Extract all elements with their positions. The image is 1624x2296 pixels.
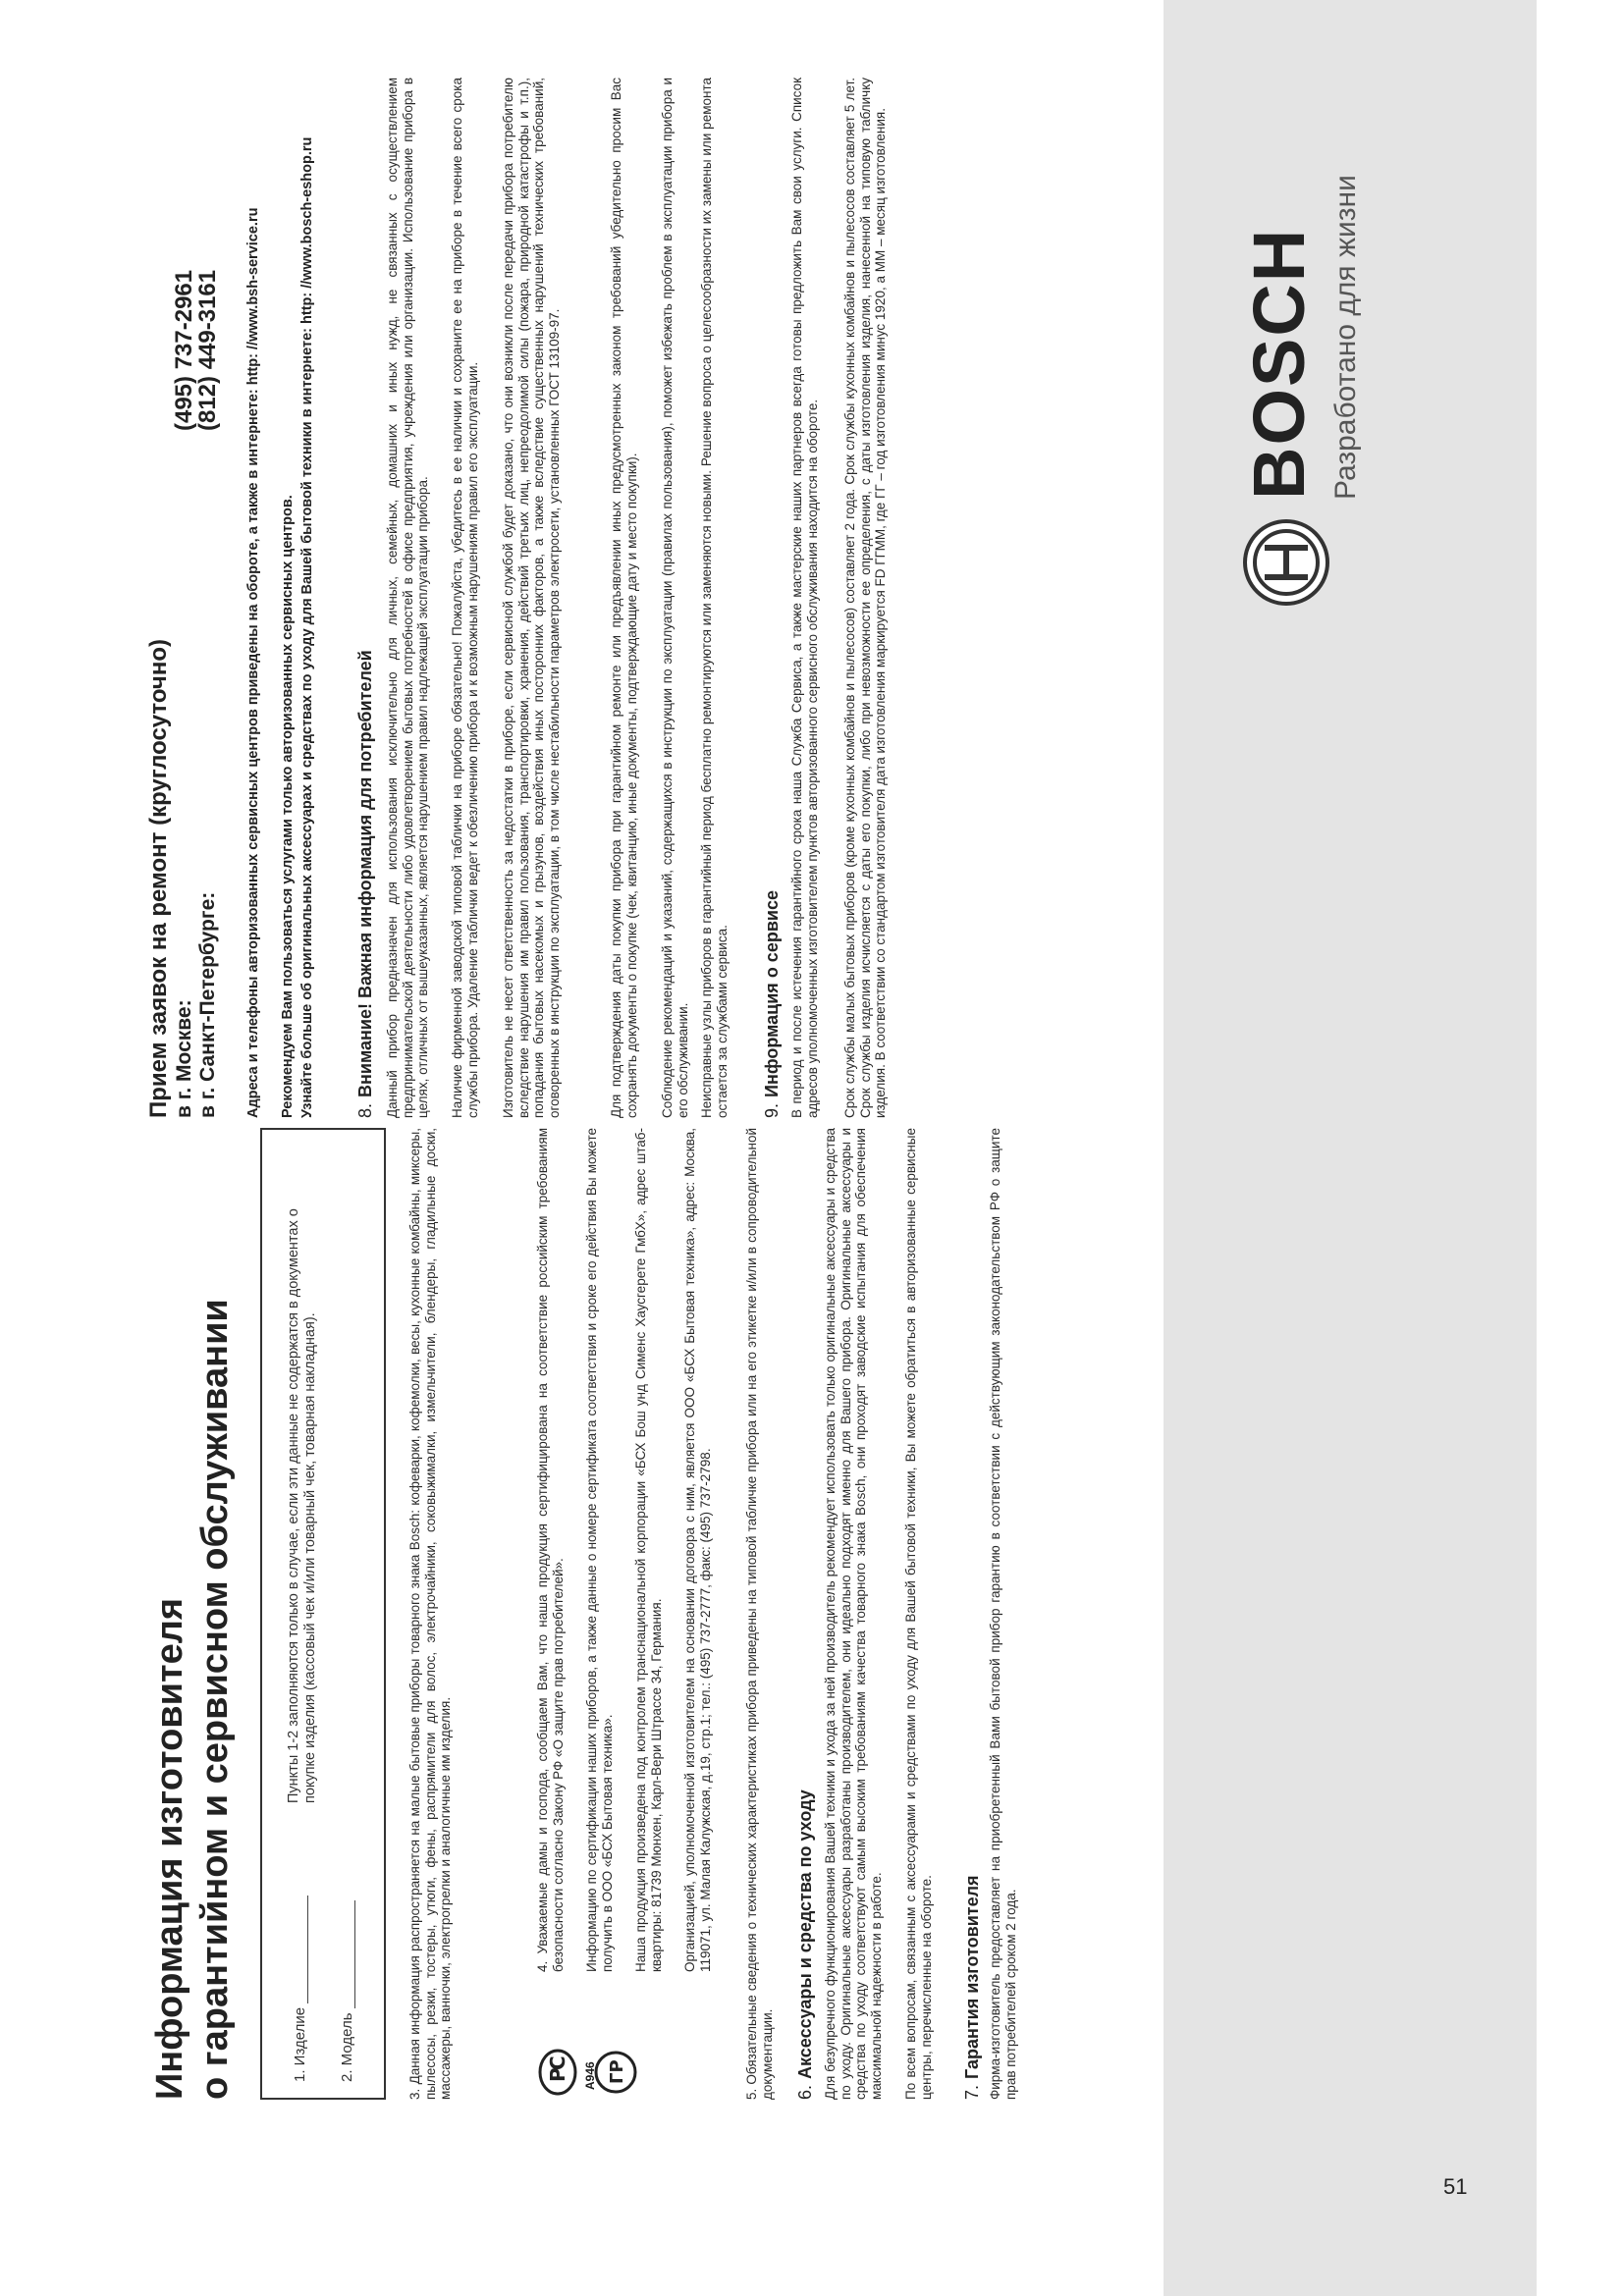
svg-text:P: P	[546, 2067, 569, 2082]
paragraph-9a: В период и после истечения гарантийного срока наша Служба Сервиса, а также мастерские наших партнеров всегда готовы предложить Вам свои услуги. Список адресов уполномоченных изготовителем пунктов авторизованного сервисного обслуживания находится на обороте.	[789, 78, 820, 1118]
moscow-label: в г. Москве:	[173, 999, 195, 1118]
product-blank-line	[294, 1896, 308, 2003]
page-number: 51	[1443, 2174, 1468, 2199]
paragraph-8b: Наличие фирменной заводской типовой таблички на приборе обязательно! Пожалуйста, убедитесь в ее наличии и сохраните ее на приборе в течение всего срока службы прибора. Удаление таблички ведет к обезличению прибора и к возможным нарушениям правил его эксплуатации.	[450, 78, 480, 1118]
paragraph-4b: Информацию по сертификации наших приборов, а также данные о номере сертификата соответствия и сроке его действия Вы можете получить в ООО «БСХ Бытовая техника».	[584, 1128, 615, 1972]
bosch-armature-icon	[1241, 517, 1331, 608]
form-item-model: 2. Модель	[339, 1900, 355, 2082]
repair-requests-block	[145, 136, 220, 1118]
title-line-2: о гарантийном и сервисном обслуживании	[194, 1299, 236, 2100]
section-6-heading: 6.Аксессуары и средства по уходу	[795, 1789, 815, 2100]
paragraph-8f: Неисправные узлы приборов в гарантийный период бесплатно ремонтируются или заменяются новыми. Решение вопроса о целесообразности их замены или ремонта остается за службами сервиса.	[699, 78, 730, 1118]
paragraph-7: Фирма-изготовитель предоставляет на приобретенный Вами бытовой прибор гарантию в соответствии с действующим законодательством РФ о защите прав потребителей сроком 2 года.	[988, 1128, 1018, 2100]
moscow-row	[173, 136, 196, 1118]
svg-text:C: C	[546, 2056, 569, 2070]
product-form-box	[260, 1128, 386, 2100]
form-note: Пункты 1-2 заполняются только в случае, если эти данные не содержатся в документах о покупке изделия (кассовый чек и/или товарный чек, товарная накладная).	[286, 1208, 318, 1803]
paragraph-8e: Соблюдение рекомендаций и указаний, содержащихся в инструкции по эксплуатации (правилах пользования), поможет избежать проблем в эксплуатации прибора и его обслуживании.	[660, 78, 690, 1118]
eshop-note: Узнайте больше об оригинальных аксессуарах и средствах по уходу для Вашей бытовой техники в интернете: http: //www.bosch-eshop.ru	[299, 136, 315, 1118]
paragraph-8d: Для подтверждения даты покупки прибора при гарантийном ремонте или предъявлении иных предусмотренных законом требований убедительно просим Вас сохранять документы о покупке (чек, квитанцию, иные документы, подтверждающие дату и место покупки).	[609, 78, 639, 1118]
paragraph-4d: Организацией, уполномоченной изготовителем на основании договора с ним, является ООО «БСХ Бытовая техника», адрес: Москва, 119071, ул. Малая Калужская, д.19, стр.1; тел.: (495) 737-2777, факс: (495) 737-2798.	[682, 1128, 713, 1972]
spb-row	[196, 136, 220, 1118]
section-9-heading: 9.Информация о сервисе	[762, 890, 782, 1118]
certification-logos	[532, 1982, 627, 2100]
paragraph-8a: Данный прибор предназначен для использования исключительно для личных, семейных, домашних и иных нужд, не связанных с осуществлением предпринимательской деятельности либо удовлетворением бытовых потребностей в офисе предприятия, учреждения или организации. Использование прибора в целях, отличных от вышеуказанных, является нарушением правил надлежащей эксплуатации прибора.	[385, 78, 431, 1118]
moscow-phone: (495) 737-2961	[171, 269, 197, 431]
brand-tagline: Разработано для жизни	[1329, 175, 1362, 500]
paragraph-4c: Наша продукция произведена под контролем транснациональной корпорации «БСХ Бош унд Сименс Хаусгерете ГмбХ», адрес штаб-квартиры: 81739 Мюнхен, Карл-Вери Штрассе 34, Германия.	[633, 1128, 664, 1972]
section-7-heading: 7.Гарантия изготовителя	[962, 1875, 982, 2100]
bosch-brand	[1237, 97, 1434, 608]
brand-name: BOSCH	[1238, 227, 1320, 500]
paragraph-8c: Изготовитель не несет ответственность за недостатки в приборе, если сервисной службой будет доказано, что они возникли после передачи прибора потребителю вследствие нарушения им правил пользования, транспортировки, хранения, действий третьих лиц, непреодолимой силы (пожара, природной катастрофы и т.п.), попадания бытовых насекомых и грызунов, воздействия иных посторонних факторов, а также вследствие существенных нарушений технических требований, оговоренных в инструкции по эксплуатации, в том числе нестабильности параметров электросети, установленных ГОСТ 13109-97.	[501, 78, 562, 1118]
paragraph-5: 5. Обязательные сведения о технических характеристиках прибора приведены на типовой табличке прибора или на его этикетке и/или в сопроводительной документации.	[744, 1128, 775, 2100]
main-title	[147, 1128, 238, 2100]
spb-phone: (812) 449-3161	[194, 269, 221, 431]
form-item-product: 1. Изделие	[292, 1896, 308, 2082]
svg-text:ГР: ГР	[607, 2059, 627, 2084]
paragraph-3: 3. Данная информация распространяется на малые бытовые приборы товарного знака Bosch: кофеварки, кофемолки, весы, кухонные комбайны, миксеры, пылесосы, резки, тостеры, утюги, фены, распрямители для волос, электрочайники, соковыжималки, измельчители, блендеры, гладильные доски, массажеры, ванночки, электрогрелки и аналогичные им изделия.	[407, 1128, 454, 2100]
repair-title: Прием заявок на ремонт (круглосуточно)	[145, 638, 172, 1118]
paragraph-6a: Для безупречного функционирования Вашей техники и ухода за ней производитель рекомендует использовать только оригинальные аксессуары и средства по уходу. Оригинальные аксессуары разработаны производителем, они идеально подходят именно для Вашего прибора. Оригинальные аксессуары и средства по уходу соответствуют самым высоким требованиям качества товарного знака Bosch, они проходят заводские испытания для обеспечения максимальной надежности в работе.	[823, 1128, 884, 2100]
paragraph-4a: 4. Уважаемые дамы и господа, сообщаем Вам, что наша продукция сертифицирована на соответствие российским требованиям безопасности согласно Закону РФ «О защите прав потребителей».	[535, 1128, 566, 1972]
spb-label: в г. Санкт-Петербурге:	[196, 891, 219, 1118]
certificate-code: А946	[583, 2061, 597, 2090]
authorized-centers-recommendation: Рекомендуем Вам пользоваться услугами только авторизованных сервисных центров.	[280, 495, 296, 1118]
model-blank-line	[341, 1900, 355, 2008]
title-line-1: Информация изготовителя	[149, 1597, 190, 2100]
paragraph-6b: По всем вопросам, связанным с аксессуарами и средствами по уходу для Вашей бытовой техники, Вы можете обратиться в авторизованные сервисные центры, перечисленные на обороте.	[903, 1128, 934, 2100]
paragraph-9b: Срок службы малых бытовых приборов (кроме кухонных комбайнов и пылесосов) составляет 2 года. Срок службы кухонных комбайнов и пылесосов составляет 5 лет. Срок службы изделия исчисляется с даты его покупки, либо при невозможности ее определения, с даты изготовления изделия, нанесенной на типовую табличку изделия. В соответствии со стандартом изготовителя дата изготовления маркируется FD ГГММ, где ГГ – год изготовления минус 1920, а ММ – месяц изготовления.	[842, 78, 889, 1118]
section-8-heading: 8.Внимание! Важная информация для потребителей	[355, 650, 375, 1118]
service-address-note: Адреса и телефоны авторизованных сервисных центров приведены на обороте, а также в интернете: http: //www.bsh-service.ru	[245, 207, 261, 1118]
